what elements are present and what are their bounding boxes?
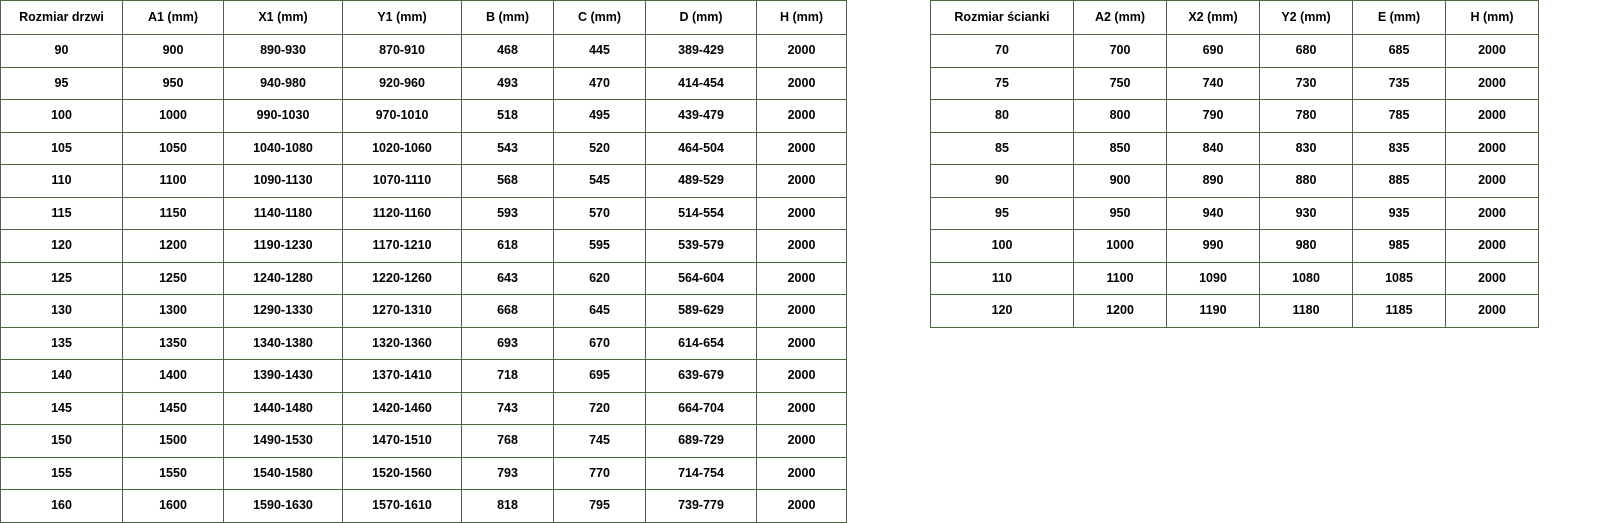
table-cell: 990 [1167,230,1260,263]
column-header-a1: A1 (mm) [123,1,224,35]
table-row [1,165,847,198]
table-cell: 589-629 [646,295,757,328]
table-cell: 110 [931,262,1074,295]
table-cell: 2000 [757,230,847,263]
column-header-x2: X2 (mm) [1167,1,1260,35]
table-cell: 643 [462,262,554,295]
table-row [931,295,1539,328]
table-cell: 1085 [1353,262,1446,295]
table-cell: 70 [931,35,1074,68]
table-cell: 1440-1480 [224,392,343,425]
table-cell: 743 [462,392,554,425]
table-cell: 985 [1353,230,1446,263]
table-cell: 618 [462,230,554,263]
table-cell: 1240-1280 [224,262,343,295]
table-cell: 100 [1,100,123,133]
table-cell: 718 [462,360,554,393]
table-cell: 120 [1,230,123,263]
table-cell: 495 [554,100,646,133]
table-row [1,425,847,458]
table-cell: 850 [1074,132,1167,165]
table-cell: 489-529 [646,165,757,198]
table-cell: 790 [1167,100,1260,133]
table-row [1,100,847,133]
table-cell: 1540-1580 [224,457,343,490]
table-cell: 1590-1630 [224,490,343,523]
table-cell: 1370-1410 [343,360,462,393]
table-cell: 770 [554,457,646,490]
table-cell: 1020-1060 [343,132,462,165]
table-cell: 1340-1380 [224,327,343,360]
column-header-e: E (mm) [1353,1,1446,35]
table-cell: 740 [1167,67,1260,100]
table-cell: 720 [554,392,646,425]
table-cell: 1090 [1167,262,1260,295]
table-header-row [1,1,847,35]
table-cell: 2000 [757,100,847,133]
table-cell: 2000 [757,295,847,328]
table-cell: 595 [554,230,646,263]
table-cell: 2000 [1446,295,1539,328]
table-cell: 780 [1260,100,1353,133]
table-cell: 1080 [1260,262,1353,295]
table-cell: 750 [1074,67,1167,100]
table-cell: 493 [462,67,554,100]
table-cell: 1520-1560 [343,457,462,490]
table-cell: 1185 [1353,295,1446,328]
table-cell: 1070-1110 [343,165,462,198]
table-cell: 160 [1,490,123,523]
table-row [931,165,1539,198]
table-cell: 880 [1260,165,1353,198]
table-row [1,132,847,165]
table-cell: 620 [554,262,646,295]
table-cell: 830 [1260,132,1353,165]
table-cell: 95 [1,67,123,100]
table-row [1,457,847,490]
table-cell: 930 [1260,197,1353,230]
table-cell: 1550 [123,457,224,490]
table-cell: 800 [1074,100,1167,133]
table-row [931,262,1539,295]
table-cell: 940 [1167,197,1260,230]
table-cell: 518 [462,100,554,133]
table-cell: 125 [1,262,123,295]
table-row [931,35,1539,68]
table-row [931,132,1539,165]
table-cell: 115 [1,197,123,230]
table-row [931,230,1539,263]
table-cell: 935 [1353,197,1446,230]
table-cell: 668 [462,295,554,328]
column-header-x1: X1 (mm) [224,1,343,35]
table-cell: 2000 [757,67,847,100]
table-cell: 1150 [123,197,224,230]
table-cell: 1220-1260 [343,262,462,295]
table-cell: 714-754 [646,457,757,490]
table-row [1,392,847,425]
table-row [931,197,1539,230]
column-header-a2: A2 (mm) [1074,1,1167,35]
table-cell: 95 [931,197,1074,230]
table-cell: 890 [1167,165,1260,198]
table-cell: 785 [1353,100,1446,133]
table-cell: 1320-1360 [343,327,462,360]
table-cell: 639-679 [646,360,757,393]
table-cell: 2000 [1446,197,1539,230]
table-cell: 1170-1210 [343,230,462,263]
table-cell: 120 [931,295,1074,328]
table-row [1,67,847,100]
table-cell: 2000 [1446,165,1539,198]
table-cell: 2000 [1446,35,1539,68]
table-row [1,490,847,523]
table-cell: 2000 [1446,100,1539,133]
table-cell: 890-930 [224,35,343,68]
column-header-c: C (mm) [554,1,646,35]
table-cell: 439-479 [646,100,757,133]
table-cell: 695 [554,360,646,393]
table-cell: 130 [1,295,123,328]
table-cell: 1040-1080 [224,132,343,165]
table-cell: 900 [1074,165,1167,198]
table-cell: 793 [462,457,554,490]
table-cell: 2000 [757,327,847,360]
table-cell: 1400 [123,360,224,393]
table-cell: 2000 [1446,230,1539,263]
table-row [1,327,847,360]
table-cell: 730 [1260,67,1353,100]
table-header-row [931,1,1539,35]
table-row [931,67,1539,100]
table-cell: 2000 [757,262,847,295]
table-cell: 735 [1353,67,1446,100]
table-cell: 1300 [123,295,224,328]
table-row [1,35,847,68]
table-cell: 445 [554,35,646,68]
walls-dimensions-table [930,0,1539,328]
table-cell: 1180 [1260,295,1353,328]
table-cell: 468 [462,35,554,68]
table-cell: 1100 [123,165,224,198]
table-cell: 570 [554,197,646,230]
column-header-d: D (mm) [646,1,757,35]
table-cell: 870-910 [343,35,462,68]
table-cell: 693 [462,327,554,360]
table-cell: 464-504 [646,132,757,165]
table-cell: 1200 [123,230,224,263]
table-cell: 2000 [757,132,847,165]
table-row [931,100,1539,133]
table-cell: 568 [462,165,554,198]
table-cell: 1140-1180 [224,197,343,230]
table-row [1,230,847,263]
table-cell: 2000 [1446,132,1539,165]
table-cell: 150 [1,425,123,458]
table-cell: 1490-1530 [224,425,343,458]
table-cell: 818 [462,490,554,523]
table-cell: 155 [1,457,123,490]
table-cell: 685 [1353,35,1446,68]
table-cell: 470 [554,67,646,100]
table-cell: 90 [1,35,123,68]
table-cell: 900 [123,35,224,68]
table-cell: 1090-1130 [224,165,343,198]
column-header-y2: Y2 (mm) [1260,1,1353,35]
table-cell: 2000 [757,165,847,198]
table-cell: 1190 [1167,295,1260,328]
table-cell: 920-960 [343,67,462,100]
table-cell: 1290-1330 [224,295,343,328]
table-cell: 100 [931,230,1074,263]
table-cell: 80 [931,100,1074,133]
table-cell: 690 [1167,35,1260,68]
table-cell: 545 [554,165,646,198]
column-header-rozmiar-scianki: Rozmiar ścianki [931,1,1074,35]
table-cell: 1270-1310 [343,295,462,328]
table-cell: 2000 [757,35,847,68]
table-cell: 593 [462,197,554,230]
table-cell: 1500 [123,425,224,458]
table-cell: 1350 [123,327,224,360]
table-cell: 520 [554,132,646,165]
table-cell: 940-980 [224,67,343,100]
column-header-b: B (mm) [462,1,554,35]
table-cell: 1100 [1074,262,1167,295]
table-cell: 1120-1160 [343,197,462,230]
table-cell: 950 [1074,197,1167,230]
table-cell: 2000 [757,457,847,490]
table-cell: 135 [1,327,123,360]
table-cell: 75 [931,67,1074,100]
table-cell: 768 [462,425,554,458]
table-cell: 980 [1260,230,1353,263]
column-header-y1: Y1 (mm) [343,1,462,35]
table-cell: 1190-1230 [224,230,343,263]
table-cell: 2000 [757,197,847,230]
column-header-rozmiar-drzwi: Rozmiar drzwi [1,1,123,35]
table-cell: 414-454 [646,67,757,100]
table-cell: 645 [554,295,646,328]
table-cell: 1390-1430 [224,360,343,393]
table-row [1,360,847,393]
table-cell: 1000 [1074,230,1167,263]
table-cell: 389-429 [646,35,757,68]
table-cell: 564-604 [646,262,757,295]
table-cell: 795 [554,490,646,523]
table-row [1,295,847,328]
table-cell: 85 [931,132,1074,165]
table-cell: 110 [1,165,123,198]
table-cell: 835 [1353,132,1446,165]
table-cell: 2000 [757,490,847,523]
table-cell: 140 [1,360,123,393]
walls-dimensions-table-container [930,0,1539,328]
table-cell: 105 [1,132,123,165]
column-header-h: H (mm) [757,1,847,35]
table-cell: 739-779 [646,490,757,523]
table-cell: 543 [462,132,554,165]
table-cell: 970-1010 [343,100,462,133]
table-cell: 514-554 [646,197,757,230]
table-row [1,262,847,295]
column-header-h: H (mm) [1446,1,1539,35]
table-cell: 664-704 [646,392,757,425]
table-cell: 950 [123,67,224,100]
table-cell: 539-579 [646,230,757,263]
table-cell: 700 [1074,35,1167,68]
table-cell: 1250 [123,262,224,295]
table-cell: 1050 [123,132,224,165]
table-cell: 689-729 [646,425,757,458]
table-cell: 680 [1260,35,1353,68]
table-cell: 1570-1610 [343,490,462,523]
table-cell: 90 [931,165,1074,198]
table-cell: 840 [1167,132,1260,165]
table-cell: 2000 [757,425,847,458]
table-cell: 2000 [1446,67,1539,100]
table-cell: 2000 [757,392,847,425]
table-cell: 745 [554,425,646,458]
table-cell: 990-1030 [224,100,343,133]
table-cell: 2000 [1446,262,1539,295]
table-cell: 2000 [757,360,847,393]
table-cell: 1450 [123,392,224,425]
table-row [1,197,847,230]
table-cell: 1470-1510 [343,425,462,458]
table-cell: 670 [554,327,646,360]
table-cell: 1000 [123,100,224,133]
table-cell: 145 [1,392,123,425]
table-cell: 1600 [123,490,224,523]
table-cell: 1200 [1074,295,1167,328]
table-cell: 1420-1460 [343,392,462,425]
table-cell: 614-654 [646,327,757,360]
table-cell: 885 [1353,165,1446,198]
